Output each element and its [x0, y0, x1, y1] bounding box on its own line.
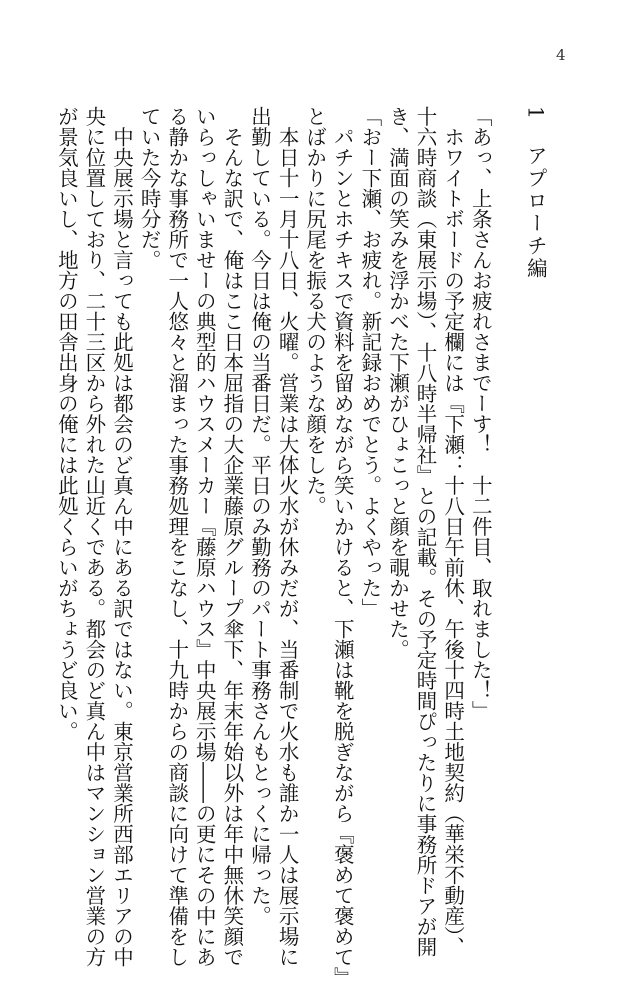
chapter-heading	[521, 106, 549, 866]
text-line: ていた今時分だ。	[137, 106, 162, 270]
text-line: パチンとホチキスで資料を留めながら笑いかけると、下瀬は靴を脱ぎながら『褒めて褒めて』	[330, 106, 355, 988]
text-line: ホワイトボードの予定欄には『下瀬：十八日午前休、午後十四時土地契約（華栄不動産）、	[440, 106, 465, 957]
text-line: 「あっ、上条さんお疲れさまでーす！ 十二件目、取れました！」	[468, 106, 493, 721]
vertical-text-block	[52, 106, 576, 988]
text-line: 出勤している。今日は俺の当番日だ。平日のみ勤務のパート事務さんもとっくに帰った。	[247, 106, 272, 926]
text-line: そんな訳で、俺はここ日本屈指の大企業藤原グループ傘下、年末年始以外は年中無休笑顔で	[219, 106, 244, 967]
text-line: 中央展示場と言っても此処は都会のど真ん中にある訳ではない。東京営業所西部エリアの中	[109, 106, 134, 967]
text-line: とばかりに尻尾を振る犬のような顔をした。	[302, 106, 327, 516]
text-line: いらっしゃいませーの典型的ハウスメーカー『藤原ハウス』中央展示場――の更にその中にあ	[192, 106, 217, 967]
text-line: 十六時商談（東展示場）、十八時半帰社』との記載。その予定時間ぴったりに事務所ドアが開	[413, 106, 438, 957]
text-line: る静かな事務所で一人悠々と溜まった事務処理をこなし、十九時からの商談に向けて準備をし	[164, 106, 189, 967]
chapter-title: アプローチ編	[523, 145, 548, 281]
page-number: 4	[556, 46, 566, 64]
text-line: が景気良いし、地方の田舎出身の俺には此処くらいがちょうど良い。	[54, 106, 79, 742]
text-line: 「おー下瀬、お疲れ。新記録おめでとう。よくやった」	[357, 106, 382, 619]
chapter-number: 1	[523, 106, 548, 122]
text-line: 本日十一月十八日、火曜。営業は大体火水が休みだが、当番制で火水も誰か一人は展示場に	[275, 106, 300, 967]
text-line: 央に位置しており、二十三区から外れた山近くである。都会のど真ん中はマンション営業の方	[81, 106, 106, 967]
text-line: き、満面の笑みを浮かべた下瀬がひょこっと顔を覗かせた。	[385, 106, 410, 660]
